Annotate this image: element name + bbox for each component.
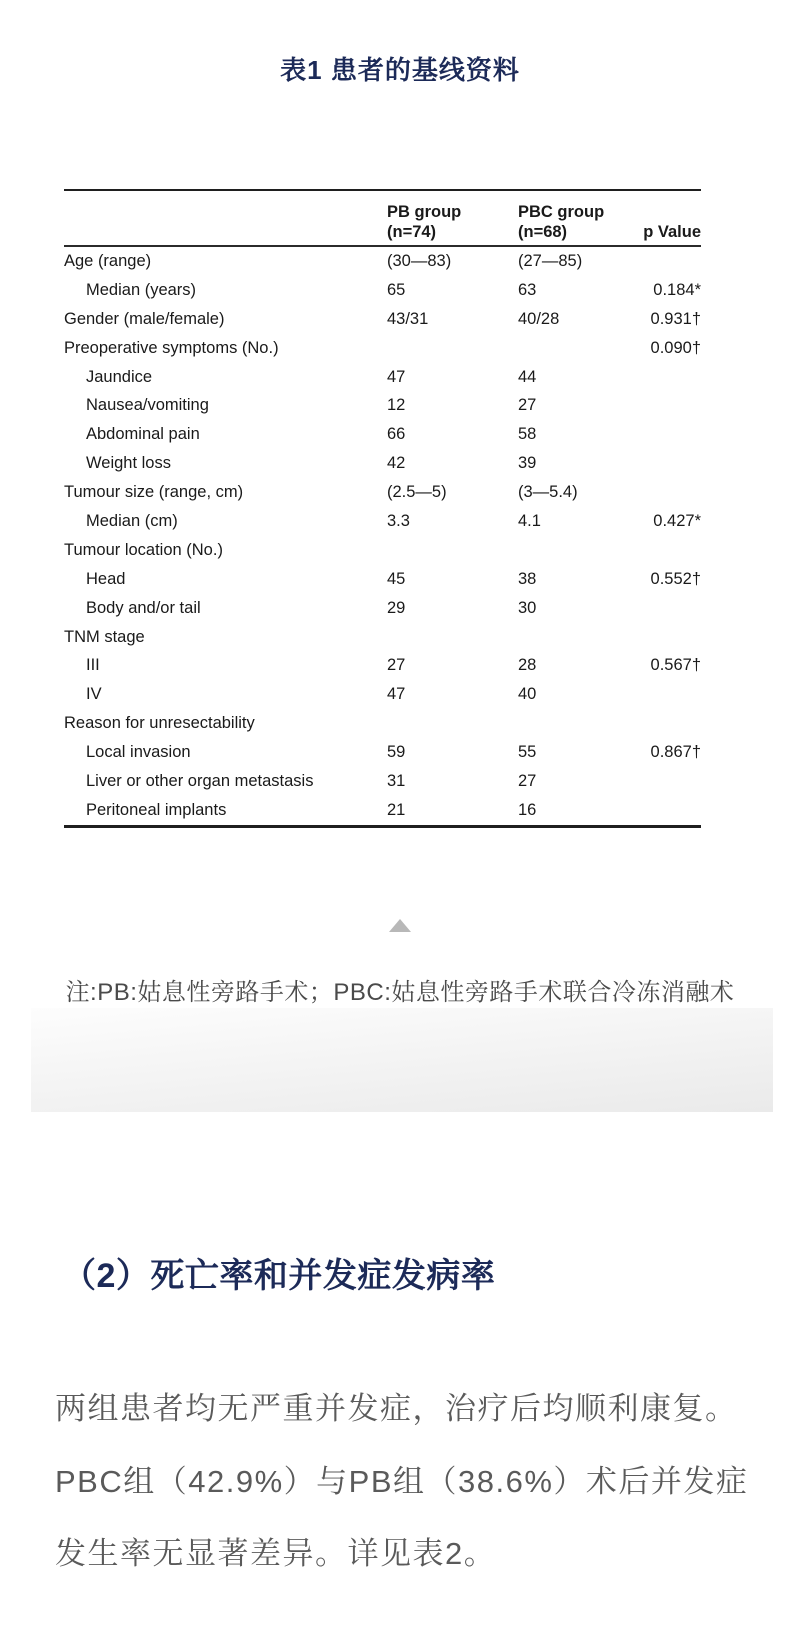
pbc-value-cell [518, 536, 640, 565]
p-value-cell [640, 247, 701, 276]
row-label-cell: Preoperative symptoms (No.) [64, 338, 279, 357]
table-row [64, 305, 701, 334]
pbc-value-cell [518, 623, 640, 652]
p-value-cell [640, 449, 701, 478]
row-label-cell: Reason for unresectability [64, 714, 255, 733]
paragraph-line: 两组患者均无严重并发症，治疗后均顺利康复。 [55, 1391, 738, 1426]
table-row [64, 738, 701, 767]
pb-group-n: (n=74) [387, 223, 437, 241]
pb-value-cell: 47 [387, 367, 406, 386]
baseline-data-table [64, 189, 701, 828]
table-row [64, 420, 701, 449]
pbc-value-cell: 27 [518, 772, 537, 791]
pb-value-cell: 65 [387, 280, 406, 299]
p-value-cell: 0.931† [650, 309, 701, 328]
p-value-cell [640, 680, 701, 709]
pbc-value-cell: 58 [518, 425, 537, 444]
p-value-cell: 0.090† [650, 338, 701, 357]
p-value-cell [640, 709, 701, 738]
pb-value-cell [387, 536, 518, 565]
table-row [64, 334, 701, 363]
pbc-group-n: (n=68) [518, 223, 568, 241]
row-label-cell: Local invasion [86, 743, 191, 762]
pbc-value-cell [518, 709, 640, 738]
p-value-cell [640, 796, 701, 825]
pb-value-cell: 66 [387, 425, 406, 444]
row-label-cell: Liver or other organ metastasis [86, 772, 314, 791]
pb-value-cell: (30—83) [387, 252, 452, 270]
image-fade-band [31, 1008, 773, 1112]
row-label-cell: Median (years) [86, 280, 197, 299]
pbc-value-cell: 40/28 [518, 309, 560, 328]
table-row [64, 680, 701, 709]
pb-value-cell [387, 334, 518, 363]
pbc-value-cell: 55 [518, 743, 537, 762]
collapse-arrow-icon[interactable] [389, 919, 411, 932]
table-row [64, 478, 701, 507]
table-row [64, 594, 701, 623]
pbc-value-cell: (27—85) [518, 252, 583, 270]
pb-value-cell: 3.3 [387, 512, 410, 531]
p-value-cell: 0.567† [650, 656, 701, 675]
p-value-cell [640, 420, 701, 449]
row-label-cell: Peritoneal implants [86, 800, 227, 819]
table-row [64, 709, 701, 738]
row-label-cell: Median (cm) [86, 512, 178, 531]
pb-value-cell: (2.5—5) [387, 483, 447, 502]
table-row [64, 767, 701, 796]
row-label-cell: Body and/or tail [86, 598, 201, 617]
pbc-value-cell: 63 [518, 280, 537, 299]
pbc-value-cell: 39 [518, 454, 537, 473]
pbc-value-cell [518, 334, 640, 363]
table-row [64, 796, 701, 825]
pb-value-cell: 21 [387, 800, 406, 819]
p-value-cell [640, 767, 701, 796]
paragraph-line: 发生率无显著差异。详见表2。 [55, 1536, 497, 1571]
p-value-cell: 0.427* [653, 512, 701, 531]
table-row [64, 391, 701, 420]
p-value-cell [640, 391, 701, 420]
p-value-cell [640, 594, 701, 623]
table-row [64, 507, 701, 536]
pb-value-cell: 43/31 [387, 309, 429, 328]
row-label-cell: TNM stage [64, 627, 145, 646]
p-value-cell [640, 536, 701, 565]
pb-value-cell: 12 [387, 396, 406, 415]
section-heading: （2）死亡率和并发症发病率 [62, 1257, 496, 1295]
table-row [64, 276, 701, 305]
pbc-value-cell: 44 [518, 367, 537, 386]
pb-value-cell: 31 [387, 772, 406, 791]
row-label-cell: Abdominal pain [86, 425, 200, 444]
table-row [64, 651, 701, 680]
pb-value-cell: 29 [387, 598, 406, 617]
table-body [64, 247, 701, 825]
table-row [64, 247, 701, 276]
pb-value-cell: 47 [387, 685, 406, 704]
pbc-value-cell: (3—5.4) [518, 483, 578, 502]
pb-value-cell: 59 [387, 743, 406, 762]
header-p-value-cell: p Value [643, 223, 701, 241]
row-label-cell: IV [86, 685, 102, 704]
table-row [64, 449, 701, 478]
p-value-cell: 0.552† [650, 569, 701, 588]
row-label-cell: Jaundice [86, 367, 153, 386]
pbc-value-cell: 4.1 [518, 512, 541, 531]
paragraph-line: PBC组（42.9%）与PB组（38.6%）术后并发症 [55, 1463, 749, 1499]
pbc-value-cell: 27 [518, 396, 537, 415]
p-value-cell: 0.184* [653, 280, 701, 299]
table-header-row [64, 191, 701, 247]
pbc-value-cell: 40 [518, 685, 537, 704]
pbc-value-cell: 28 [518, 656, 537, 675]
p-value-cell [640, 623, 701, 652]
paragraph [55, 1373, 765, 1591]
p-value-cell [640, 363, 701, 392]
row-label-cell: Nausea/vomiting [86, 396, 209, 415]
row-label-cell: Weight loss [86, 454, 171, 473]
table-row [64, 565, 701, 594]
row-label-cell: Gender (male/female) [64, 309, 225, 328]
row-label-cell: III [86, 656, 100, 675]
pb-value-cell [387, 709, 518, 738]
pbc-value-cell: 38 [518, 569, 537, 588]
header-pb-group-cell [387, 202, 518, 242]
table-caption: 表1 患者的基线资料 [280, 55, 520, 85]
table-row [64, 623, 701, 652]
pb-value-cell: 45 [387, 569, 406, 588]
pb-value-cell: 42 [387, 454, 406, 473]
table-note: 注:PB:姑息性旁路手术；PBC:姑息性旁路手术联合冷冻消融术 [65, 979, 735, 1006]
header-pbc-group-cell [518, 202, 640, 242]
p-value-cell: 0.867† [650, 743, 701, 762]
p-value-cell [640, 478, 701, 507]
pbc-group-label: PBC group [518, 203, 605, 221]
pb-value-cell: 27 [387, 656, 406, 675]
row-label-cell: Tumour size (range, cm) [64, 483, 244, 502]
pbc-value-cell: 30 [518, 598, 537, 617]
pb-value-cell [387, 623, 518, 652]
pb-group-label: PB group [387, 203, 462, 221]
row-label-cell: Age (range) [64, 252, 152, 270]
table-row [64, 536, 701, 565]
row-label-cell: Head [86, 569, 126, 588]
pbc-value-cell: 16 [518, 800, 537, 819]
row-label-cell: Tumour location (No.) [64, 540, 223, 559]
table-row [64, 363, 701, 392]
